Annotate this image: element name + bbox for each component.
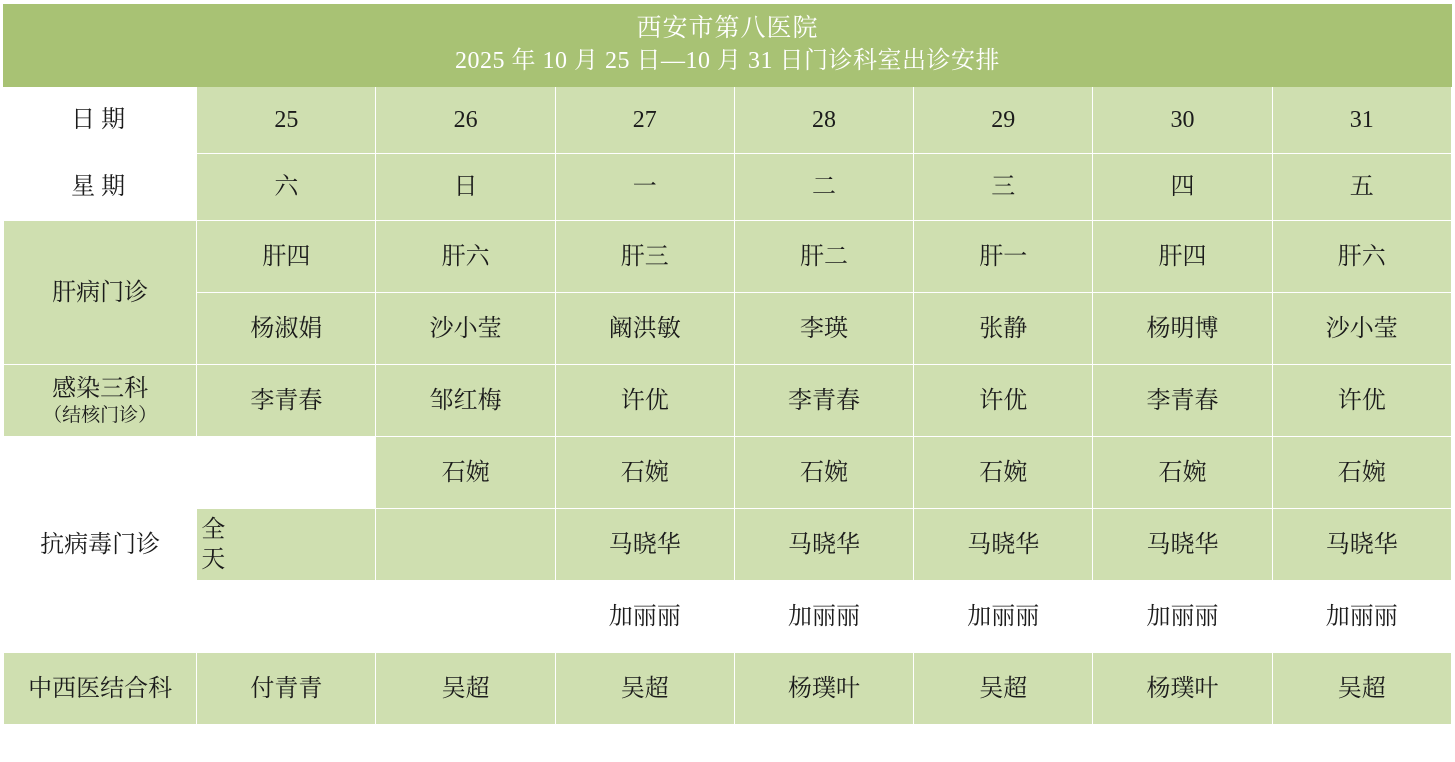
liver-doctor-6: 杨明博 xyxy=(1093,293,1272,365)
infection-doctor-1: 李青春 xyxy=(197,365,376,437)
antiviral-1-7: 石婉 xyxy=(1272,437,1451,509)
antiviral-1-3: 石婉 xyxy=(555,437,734,509)
row-label-infection xyxy=(4,365,197,437)
liver-doctor-3: 阚洪敏 xyxy=(555,293,734,365)
row-label-integrated: 中西医结合科 xyxy=(4,653,197,725)
integrated-doctor-3: 吴超 xyxy=(555,653,734,725)
infection-row xyxy=(4,365,1452,437)
liver-doctor-5: 张静 xyxy=(914,293,1093,365)
liver-doctor-2: 沙小莹 xyxy=(376,293,555,365)
integrated-row xyxy=(4,653,1452,725)
date-cell-30: 30 xyxy=(1093,87,1272,154)
weekday-cell-2: 日 xyxy=(376,154,555,221)
liver-clinic-4: 肝二 xyxy=(734,221,913,293)
weekday-cell-3: 一 xyxy=(555,154,734,221)
antiviral-3-6: 加丽丽 xyxy=(1093,581,1272,653)
date-cell-27: 27 xyxy=(555,87,734,154)
antiviral-3-5: 加丽丽 xyxy=(914,581,1093,653)
row-label-infection-sub: （结核门诊） xyxy=(43,404,158,426)
antiviral-2-2 xyxy=(376,509,555,581)
integrated-doctor-1: 付青青 xyxy=(197,653,376,725)
integrated-doctor-2: 吴超 xyxy=(376,653,555,725)
liver-clinic-1: 肝四 xyxy=(197,221,376,293)
hospital-name: 西安市第八医院 xyxy=(636,15,819,42)
schedule-period-title: 2025 年 10 月 25 日—10 月 31 日门诊科室出诊安排 xyxy=(455,48,1000,75)
liver-doctor-row xyxy=(4,293,1452,365)
antiviral-3-1 xyxy=(197,581,376,653)
infection-doctor-6: 李青春 xyxy=(1093,365,1272,437)
antiviral-2-4: 马晓华 xyxy=(734,509,913,581)
antiviral-2-7: 马晓华 xyxy=(1272,509,1451,581)
weekday-cell-4: 二 xyxy=(734,154,913,221)
liver-clinic-2: 肝六 xyxy=(376,221,555,293)
infection-doctor-3: 许优 xyxy=(555,365,734,437)
weekday-header-row xyxy=(4,154,1452,221)
antiviral-1-5: 石婉 xyxy=(914,437,1093,509)
integrated-doctor-6: 杨璞叶 xyxy=(1093,653,1272,725)
title-banner xyxy=(4,5,1452,87)
row-label-antiviral: 抗病毒门诊 xyxy=(4,437,197,653)
weekday-row-label: 星期 xyxy=(4,154,197,221)
liver-doctor-4: 李瑛 xyxy=(734,293,913,365)
antiviral-3-7: 加丽丽 xyxy=(1272,581,1451,653)
date-header-row xyxy=(4,87,1452,154)
antiviral-1-4: 石婉 xyxy=(734,437,913,509)
liver-clinic-3: 肝三 xyxy=(555,221,734,293)
outpatient-schedule-table xyxy=(3,4,1452,725)
liver-clinic-6: 肝四 xyxy=(1093,221,1272,293)
liver-clinic-7: 肝六 xyxy=(1272,221,1451,293)
date-cell-31: 31 xyxy=(1272,87,1451,154)
liver-doctor-1: 杨淑娟 xyxy=(197,293,376,365)
infection-doctor-4: 李青春 xyxy=(734,365,913,437)
antiviral-2-5: 马晓华 xyxy=(914,509,1093,581)
liver-clinic-row xyxy=(4,221,1452,293)
weekday-cell-1: 六 xyxy=(197,154,376,221)
date-cell-26: 26 xyxy=(376,87,555,154)
row-label-infection-main: 感染三科 xyxy=(52,375,149,402)
date-cell-29: 29 xyxy=(914,87,1093,154)
antiviral-2-3: 马晓华 xyxy=(555,509,734,581)
antiviral-3-4: 加丽丽 xyxy=(734,581,913,653)
weekday-cell-5: 三 xyxy=(914,154,1093,221)
antiviral-3-2 xyxy=(376,581,555,653)
antiviral-row-3 xyxy=(4,581,1452,653)
antiviral-3-3: 加丽丽 xyxy=(555,581,734,653)
liver-doctor-7: 沙小莹 xyxy=(1272,293,1451,365)
antiviral-row-1 xyxy=(4,437,1452,509)
date-cell-25: 25 xyxy=(197,87,376,154)
integrated-doctor-5: 吴超 xyxy=(914,653,1093,725)
antiviral-2-6: 马晓华 xyxy=(1093,509,1272,581)
date-row-label: 日期 xyxy=(4,87,197,154)
row-label-liver-clinic: 肝病门诊 xyxy=(4,221,197,365)
antiviral-1-6: 石婉 xyxy=(1093,437,1272,509)
antiviral-1-1 xyxy=(197,437,376,509)
date-cell-28: 28 xyxy=(734,87,913,154)
infection-doctor-2: 邹红梅 xyxy=(376,365,555,437)
infection-doctor-5: 许优 xyxy=(914,365,1093,437)
liver-clinic-5: 肝一 xyxy=(914,221,1093,293)
infection-doctor-7: 许优 xyxy=(1272,365,1451,437)
weekday-cell-7: 五 xyxy=(1272,154,1451,221)
title-banner-row xyxy=(4,5,1452,87)
integrated-doctor-4: 杨璞叶 xyxy=(734,653,913,725)
antiviral-1-2: 石婉 xyxy=(376,437,555,509)
integrated-doctor-7: 吴超 xyxy=(1272,653,1451,725)
weekday-cell-6: 四 xyxy=(1093,154,1272,221)
